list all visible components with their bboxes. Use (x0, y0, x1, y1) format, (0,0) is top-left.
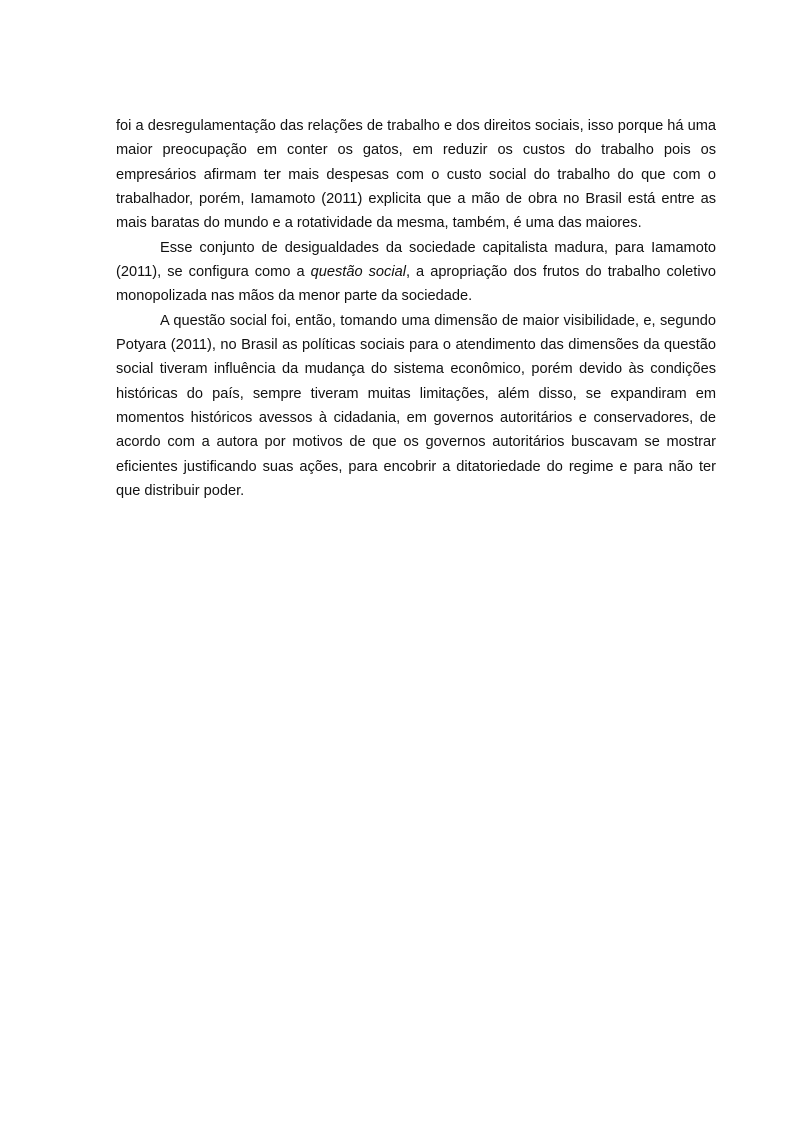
paragraph-2-text-before: Esse conjunto de desigualdades da sociedade capitalista madura, para Iamamoto (2011), se configura como a (116, 239, 716, 281)
paragraph-1: foi a desregulamentação das relações de trabalho e dos direitos sociais, isso porque há uma maior preocupação em conter os gatos, em reduzir os custos do trabalho pois os empresários afirmam ter mais despesas com o custo social do trabalho do que com o trabalhador, porém, Iamamoto (2011) explicita que a mão de obra no Brasil está entre as mais baratas do mundo e a rotatividade da mesma, também, é uma das maiores. (116, 118, 716, 232)
emphasized-term: questão social (310, 264, 406, 281)
body-text (116, 114, 716, 504)
paragraph-2 (116, 236, 716, 309)
paragraph-3: A questão social foi, então, tomando uma dimensão de maior visibilidade, e, segundo Potyara (2011), no Brasil as políticas sociais para o atendimento das dimensões da questão social tiveram influência da mudança do sistema econômico, porém devido às condições históricas do país, sempre tiveram muitas limitações, além disso, se expandiram em momentos históricos avessos à cidadania, em governos autoritários e conservadores, de acordo com a autora por motivos de que os governos autoritários buscavam se mostrar eficientes justificando suas ações, para encobrir a ditatoriedade do regime e para não ter que distribuir poder. (116, 312, 716, 500)
paragraph-2-text-after: , a apropriação dos frutos do trabalho coletivo monopolizada nas mãos da menor parte da sociedade. (116, 264, 716, 305)
